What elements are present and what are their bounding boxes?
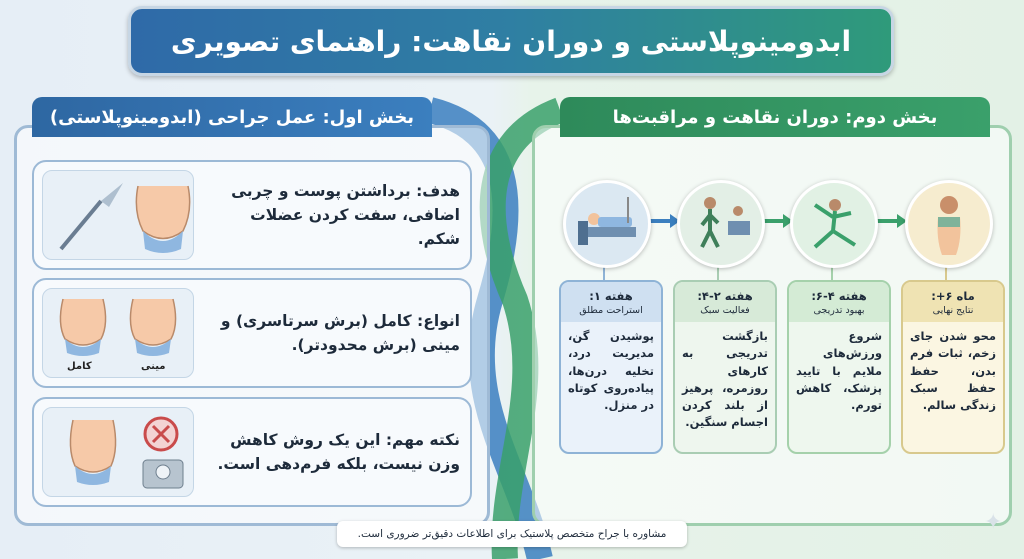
types-text: انواع: کامل (برش سرتاسری) و مینی (برش محدودتر). <box>220 311 460 354</box>
step-4-header <box>903 282 1003 322</box>
step-card-week-4-6 <box>787 280 891 454</box>
walking-person-icon <box>680 183 762 265</box>
step-card-month-6 <box>901 280 1005 454</box>
step-2-title: هفته ۲-۴: <box>697 288 753 303</box>
step-3-subtitle: بهبود تدریجی <box>813 304 865 316</box>
hospital-bed-icon <box>566 183 648 265</box>
step-3-header <box>789 282 889 322</box>
step-4-text: محو شدن جای زخم، ثبات فرم بدن، حفظ حفظ سبک زندگی سالم. <box>910 329 996 412</box>
label-mini: مینی <box>141 361 166 372</box>
fit-body-icon <box>908 183 990 265</box>
step-3-title: هفته ۴-۶: <box>811 288 867 303</box>
step-3-text: شروع ورزش‌های ملایم با تایید پزشک، کاهش تورم. <box>796 329 882 412</box>
note-text: نکته مهم: این یک روش کاهش وزن نیست، بلکه فرم‌دهی است. <box>217 430 460 473</box>
step-1-illustration <box>563 180 651 268</box>
step-2-subtitle: فعالیت سبک <box>700 304 750 316</box>
step-1-title: هفته ۱: <box>589 288 633 303</box>
step-1-text: پوشیدن گن، مدیریت درد، تخلیه درن‌ها، پیاده‌روی کوتاه در منزل. <box>568 329 654 412</box>
page-title: ابدومینوپلاستی و دوران نقاهت: راهنمای تصویری <box>170 24 852 58</box>
step-4-subtitle: نتایج نهایی <box>932 304 974 316</box>
step-1-header <box>561 282 661 322</box>
step-4-title: ماه ۶+: <box>931 288 975 303</box>
step-4-illustration <box>905 180 993 268</box>
section-two-heading: بخش دوم: دوران نقاهت و مراقبت‌ها <box>560 97 990 137</box>
label-full: کامل <box>67 361 92 372</box>
step-2-header <box>675 282 775 322</box>
footer-note: مشاوره با جراح متخصص پلاستیک برای اطلاعات دقیق‌تر ضروری است. <box>337 521 687 547</box>
sparkle-icon: ✦ <box>984 510 1003 535</box>
section-one-heading: بخش اول: عمل جراحی (ابدومینوپلاستی) <box>32 97 432 137</box>
step-2-illustration <box>677 180 765 268</box>
step-3-illustration <box>790 180 878 268</box>
step-2-text: بازگشت تدریجی به کارهای روزمره، پرهیز از بلند کردن اجسام سنگین. <box>682 329 768 430</box>
step-card-week-2-4 <box>673 280 777 454</box>
step-card-week-1 <box>559 280 663 454</box>
goal-text: هدف: برداشتن پوست و چربی اضافی، سفت کردن عضلات شکم. <box>231 181 460 248</box>
step-1-subtitle: استراحت مطلق <box>579 304 643 316</box>
stretching-person-icon <box>793 183 875 265</box>
